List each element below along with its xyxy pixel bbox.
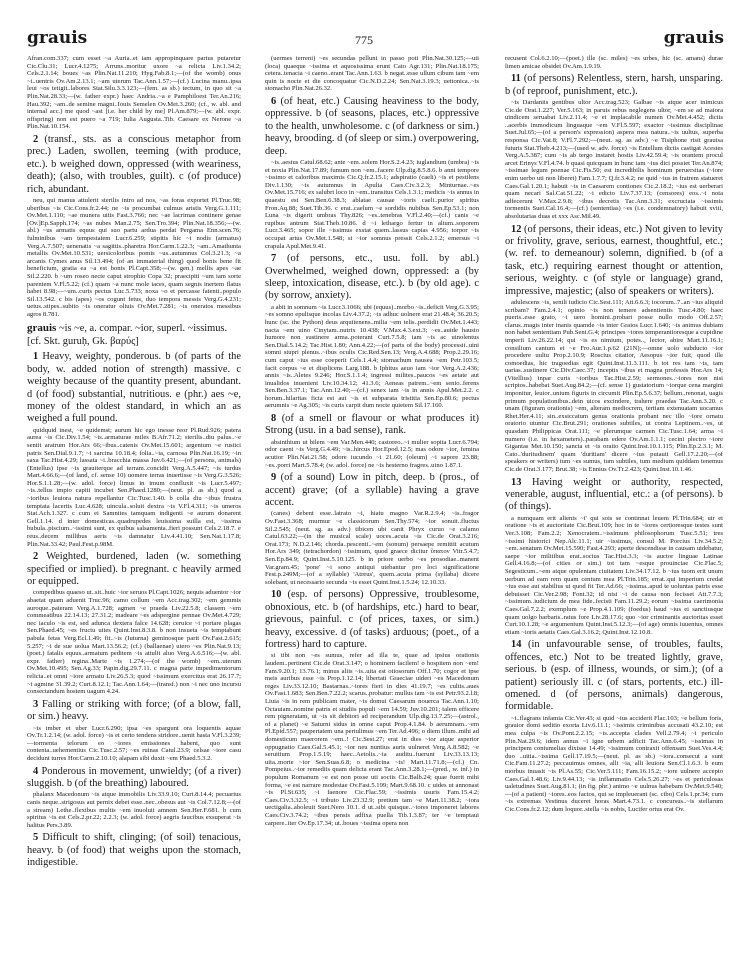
citations: a numquam erit alienis ~i' qui sois se continnat leuem Pl.Trin.684; uir et oratione ~is et auctoritate Cic.Brut.109; hoc in te ~iores certioresque testes sunt Ver.3.108; Fam.2.2; Xenocratem..~issimum philosophorum Tusc.5.51; tres ~issimi historici Nep.Alc.11.1; uir ~issimus, consul M. Porcius Liv.34.5.2; ~em..senatum Ov.Met.15.590; Fast.4.293; aperte descendisse in causam uidebatur, saepe ~ior militibus erat..socius Tac.Hist.3.3; ~is auctor linguae Latinae Gell.4.16.8;—(of cities or sim.) tot tam ~esque prouinciae Cic.Flac.5; Segesticum..~em atque opulentam ciuitatem Liv.34.17.12. b ~ius tuom erit unum uerbum ad eam rem quam centum mea Pl.Trin.185; errat..qui imperium credat ~ius esse aut stabilius ui quod fit Ter.Ad.66; ~issima..apud te uoluntas patris esse debuisset Cic.Ver.2.98; Font.32; id nisi ~i de causa non fecisset Att.7.7.3; ~issimum..iudicium de mea fide..fecisti Fam.11.29.2; eorum ~issima caerimonia Caes.Gal.7.2.2; exemplum ~e Prop.4.1.109; (foedus) haud ~ius ei sanctiusque quam uolgo barbaris..ratus fore Liv.28.17.6; quo ~ior criminantis auctoritas esset Curt.10.1.28; ~e argumentum Quint.Inst.5.12.3;—(of age) omnis iuuentus, omnes etiam ~ioris aetatis Caes.Gal.3.16.2; Quint.Inst.12.10.8. bbox=[505, 514, 723, 636]
sense-definition bbox=[505, 73, 723, 98]
sense-number: 2 bbox=[33, 551, 39, 563]
sense-number: 7 bbox=[271, 253, 277, 265]
citations: si tibi non ~es sumus, refer ad illa te, quae ad ipsius orationis laudem..pertinent Cic.de Orat.3.147; o hominem facilem! o hospitem non ~em! Fam.9.20.1; 13.76.1; minus aliis ~is..uita est otiosorum Off.1.70; cogor et ipse meis auribus esse ~is Prop.1.12.14; libertati Graeciae uideri ~es Macedonum reges Liv.33.12.10; Bastarnas..~iores fieri in dies 41.19.7; ~es cultis..aues Ov.Fast.1.683; Sen.Ben.7.22.2; scarus..probatur: mullus iam ~is est Petr.93.2.l.8; Liuia ~is in rem publicam mater, ~is domui Caesarum nouerca Tac.Ann.1.10; Octauiam..nomine patris et studiis populi ~em 14.59; Juv.10.201; talem efficere rem pigneratam, ut ~is sit debitori ad reciperandum Ulp.dig.13.7.25;—(astrol., of a planet) ~e Saturni sidus in omne caput Prop.4.1.84. b aerumnam..~em Pl.Epid.557; paupertatem una pertulimus ~em Ter.Ad.496; o diem illum..mihi ad domesticum maerorem ~em..! Cic.Sest.27; erat in dies ~ior atque asperior oppugnatio Caes.Gal.5.45.1; ~ior neu nuntius auris uulneret Verg.A.8.582; ~e seruitium Prop.1.5.19; haec..Aetolis..~ia auditu..fuerunt Liv.33.13.13; uita..morte ~ior Sen.Suas.6.8; o medicina ~is! Mart.11.71.8;—(cf.) Cn. Pompeius..~ior remediis quam delicta erant Tac.Ann.3.28.1;—(pred., w. inf.) in populum Romanum ~e est non posse uti sociis Cic.Balb.24; quae fuerit mihi forma, ~e est narrare modestae Ov.Fast.5.199; Mart.9.68.10. c uides ut annonast ~is Pl.St.635; ~i faenore Cic.Flac.59; ~issimis usuris Fam.15.4.2; Caes.Civ.3.32.5; ~i tributo Liv.23.32.9; pretium tam ~e Mart.11.38.2; ~iora uectigalia..aboleuit Suet.Nero 10.1. d ut..sibi quisque..~iores imponeret labores Caes.Civ.3.74.2; ~ibus pensis adfixa puella Tib.1.3.87; ter ~e temptaui carpere..iter Ov.Ep.17.34; ut..boues ~issima opera non bbox=[265, 652, 479, 827]
citations: ~is imber et uber Lucr.6.290; ipsa ~es spargunt ora loquentis aquae Ov.Tr.1.2.14; (w. adol. force) ~is et certo tendens stridore..uenit hasta V.Fl.3.239;—tormenta telorum eo ~iores emissiones habent, quo sunt contenta..uehementius Cic.Tusc.2.57; ~es ruinas Catul.23.9; celsae ~iore casu decidunt turres Hor.Carm.2.10.10; alapam sibi duxit ~em Phaed.5.3.2. bbox=[27, 724, 241, 762]
citations-continued: recusent Col.6.2.10;—(poet.) ille (sc. miles) ~es urbes, hic (sc. amans) durae limen amicae obsidet Ov.Am.1.9.19. bbox=[505, 55, 723, 70]
page-number: 775 bbox=[355, 33, 373, 47]
citations: phalanx Macedonum ~is atque immobilis Liv.33.9.10; Curt.8.14.4; pecuarius canis neque..strigosus aut pernix debet esse..nec..obesus aut ~is Col.7.12.8;—(of a stream) Lethe..flexibus multis ~em inuoluit amnem Sen.Her.F.681. b cum spiritus ~is est Cels.2.pr.22; 2.2.3; (w. adol. force) aegris faucibus exsuperat ~is halitus Pers.3.89. bbox=[27, 791, 241, 829]
sense-definition bbox=[265, 253, 479, 303]
citations: absinthium ut bilem ~em Var.Men.440; castoreo..~i mulier sopita Lucr.6.794; odor caeni ~is Verg.G.4.49; ~is..hircus Hor.Epod.12.5; mas odore ~ior, femina acutior Plin.Nat.21.58; odore iucundo ~i 21.60; (oleum) ~i sapore 23.88; ~es..porri Mart.5.78.4; (w. adol. force) ne ~is hesterno fragres..uino 1.87.1. bbox=[265, 438, 479, 469]
headword-forms: ~is ~e, a. compar. ~ior, superl. ~issimus. [cf. Skt. guruḥ, Gk. βαρύς] bbox=[27, 323, 228, 347]
sense-text: (of a sound) Low in pitch, deep. b (pros., of accent) grave; (of a syllable) having a grave accent. bbox=[265, 472, 479, 509]
sense-definition bbox=[27, 551, 241, 588]
sense-number: 12 bbox=[511, 223, 522, 235]
sense-text: Having weight or authority, respected, venerable, august, influential, etc.: a (of persons). b (of things). bbox=[505, 476, 723, 513]
sense-number: 4 bbox=[33, 765, 39, 777]
sense-definition bbox=[27, 699, 241, 724]
sense-text: (of persons, etc., usu. foll. by abl.) Overwhelmed, weighed down, oppressed: a (by sleep, intoxication, disease, etc.). b (by old age). c (by sorrow, anxiety). bbox=[265, 253, 479, 302]
sense-text: Difficult to shift, clinging; (of soil) tenacious, heavy. b (of food) that weighs upon the stomach, indigestible. bbox=[27, 832, 241, 869]
sense-number: 8 bbox=[271, 413, 277, 425]
citations: compedibus quaeso ut..sit..huic ~ior seruos Pl.Capt.1026; nequis aduentor ~ior abaetat quam aduenit Truc.96; camo collum ~em Acc.trag.302; ~em gemmis auroque..pateram Verg.A.1.728; agmen ~e praeda Liv.22.5.8; classem ~em commeatibus 22.14.13; 27.31.2; madeare ~es adspergine pennae Ov.Met.4.729; nec iaculo ~is est, sed adunca dextera falce 14.628; ceruice ~i portare plagas Sen.Phaed.45; ~es fructu uites Quint.Inst.8.3.8. b non insueta ~is temptabunt pabula fetas Verg.Ecl.1.49; fit..~is (Iuturna) geminosque parit Ov.Fast.2.615; 5.257; ~i de sue uolua Mart.13.56.2; (cf.) (ballaenae) utero ~es Plin.Nat.9.13; (poet.) fatalis equus..armatum peditem ~is attulit aluo Verg.A.6.516;—(w. abl. expr. father) regina..Marte ~is 1.274;—(of the womb) ~em..uterum Ov.Met.10.495; Sen.Ag.33; Papin.dig.29.7.11. c magna parte impedimentorum relicta..et omni ~iore armatu Liv.26.5.3; quod ~issimum exercitus erat 26.17.7; ~i agmine 31.39.2; Curt.8.12.1; Tac.Ann.1.64;—(transf.) non ~i nec uno incursu consectandum hostem uagum 4.24. bbox=[27, 589, 241, 696]
sense-text: Falling or striking with force; (of a blow, fall, or sim.) heavy. bbox=[27, 698, 241, 723]
sense-definition bbox=[265, 413, 479, 438]
citations: ~is Dardaniis gentibus ultor Acc.trag.523; Galbae ~is atque acer inimicus Cic.de Orat.1.227; Ver.5.163; in paruis rebus neglegens ultor, ~em se ad maiora uindicem seruabat Liv.2.11.4; ~e et implacabile numen Ov.Met.4.452; dictis ..acerbis immodicum linguaque ~em V.Fl.5.597; exactor ~issimus disciplinae Suet.Jul.65;—(of a person's expression) aspera mea natura..~is uultus, superba responsa Cic.Vat.8; V.Fl.7.292;—(neut. sg. as adv.) ~e Tisiphone risit grauisa futuris Stat.Theb.4.213;—(used w. adv. force) ~is Entellum dictis castigat Acestes Verg.A.5.387; cum ~is ab tergo instaret hostis Liv.42.59.4; ~is orantem procul arcet Erinys V.Fl.4.74. b quasi quicquam in hunc iam ~ius dici possiet Ter.An.874; ~issimae legum poenae Cic.Fis.50; est incredibilis hominum peruersitas (~iore enim uerbo uti non liberet) Fam.1.7.7; Q.fr.3.4.2; ne quid ~ius in fratrem statueret Caes.Gal.1.20.1; habuit ~is in Caesarem contiones Cic.2.18.2; ~ius est uerberari quam necari Sal.Cat.51.22; ~i edicto Liv.7.37.13; (censores) eos..~i nota adfecerunt V.Max.2.9.8; ~ibus decretis Tac.Ann.3.31; excruciata ~issimis tormentis Suet.Cal.16.4;—(cf.) (sententias) ~es (i.e. condemnatory) habuit xviii, absolutarias duas et xxx Asc.Mil.49. bbox=[505, 99, 723, 220]
citations: a abit in somnum ~is Lucr.3.1066; ubi (equus)..morbo ~is..deficit Verg.G.3.95; ~es somno epulisque incolas Liv.4.37.2; ~is adhuc uolnere erat 21.48.4; 36.20.5; hunc (sc. the Python) deus arquitenens..milia ~em telis..perdidit Ov.Met.1.443; nacta ~em uino Cinytam..nutrix 10.438; V.Max.4.3.ext.3; ~es..auide hausto humore non sustinere arma..poterant Curt.7.5.8; iam ~is ac uinolentus Sen.Dial.5.14.2; Tac.Hist.1.80; Ann.4.22;—(of parts of the body) processit..uini somni stupri plenus..~ibus oculis Cic.Red.Sen.13; Verg.A.4.688; Prop.2.29.16; cum caput ~ius esse coeperit Cels.1.4.4; stomachum nausea ~em Petr.103.5; facit corpus ~e et displicens Larg.188. b Iphitus aeuo iam ~ior Verg.A.2.436; annis ~is..Aletes 9.246; Hor.S.1.1.4; ingressi milites..paucos ~es aetate aut inualidos inuenient Liv.10.34.12; 41.3.6; Aeneas patrem..~em senio..ferens Sen.Ben.3.37.1; Tac.Ann.12.40;—(cf.) senex iam ~is in annis Apul.Met.2.2. c horum..hilaritas ficta est aut ~is et subparata tristitia Sen.Ep.80.6; pectus aerumnis ~e Ag.305; ~is curis carpit dum nocte quietem Sil.17.160. bbox=[265, 303, 479, 410]
sense-text: (of heat, etc.) Causing heaviness to the body, oppressive. b (of seasons, places, etc.) oppressive to the health, unwholesome. c (of darkness or sim.) heavy, brooding. d (of sleep or sim.) overpowering, deep. bbox=[265, 95, 479, 157]
sense-definition bbox=[265, 472, 479, 509]
headword: grauis bbox=[27, 322, 57, 335]
sense-number: 9 bbox=[271, 472, 277, 484]
citations: quidquid inest, ~e quidemst; aurum hic ego inesse reor Pl.Rud.926; patera aurea ~is Cic.Div.1.54; ~is..armaturae miles B.Afr.71.2; sterilis..diu palus..~e sentit aratrum Hor.Ars 66;~ibus..catenis Ov.Met.15.601; argentum ~e rustici patris Sen.Dial.9.1.7; ~i sarcina 10.18.4; folia..~ia, carnosa Plin.Nat.16.19; ~in saxa Tac.Hist.4.29; lassata ~i..bracchia massa Juv.6.421;—(of persons, animals) (Entellus) ipse ~is grauiterque ad terram..concidit Verg.A.5.447; ~is turdus Mart.4.66.6;—(of land, cf. sense 10) uomere terras inuertisse ~is Verg.G.3.526; Hor.S.1.1.28;—(w. adol. force) limus in imum confluxit ~is Lucr.5.497; ~is..tellus impio capiti incubet Sen.Phaed.1280;—(neut. pl. as sb.) quod a ~ioribus leuiora natura repellantur Cic.Tusc.1.40. b colla diu ~ibus frustra temptata lacertis Luc.4.628; uincula..soluit dextra ~is V.Fl.4.311; ~is umeros Stat.Ach.1.327. c cum ei Samnites tamquam indigenti ~e aurum donarent Gell.1.14. d inter domesticas..quadrupedes leuissima suilla est, ~issima bubula..piscium..~issimi sunt, ex quibus salsamenta..fieri possunt Cels.2.18.7. e reus..decem millibus aeris ~is damnatur Liv.4.41.10; Sen.Nat.1.17.8; Plin.Nat.33.42; Paul.Fest.p.98M. bbox=[27, 426, 241, 548]
sense-text: Ponderous in movement, unwieldy; (of a river) sluggish. b (of the breathing) laboured. bbox=[27, 765, 241, 789]
sense-definition bbox=[505, 639, 723, 713]
sense-number: 10 bbox=[271, 589, 282, 601]
sense-definition bbox=[27, 134, 241, 196]
column-right bbox=[505, 55, 723, 813]
sense-number: 1 bbox=[33, 351, 39, 363]
headword-entry bbox=[27, 322, 241, 348]
citations-continued: (uermes terreni) ~es secundas pellunt in passo poti Plin.Nat.30.125;—uti (loca) quaeque ~issima et aquosissima erunt Cato Agr.131; Plin.Nat.18.175; cetera..tenacia ~i caeno..erant Tac.Ann.1.63. b negat..esse ullum cibum tam ~em quin is nocte et die concoquatur Cic.N.D.2.24; Sen.Nat.3.19.3; uettonica..~is stomacho Plin.Nat.26.32. bbox=[265, 55, 479, 93]
citations: ~is..aestus Catul.68.62; ante ~em..solem Hor.S.2.4.23; iuglandium (umbra) ~is et noxia Plin.Nat.17.89; fumum non ~em..facere Ulp.dig.8.5.8.6. b anni tempore ~issimo et caloribus maximis Cic.Q.fr.2.15.1; adspiratio (caeli) ~is et pestilens Div.1.130; ~is autumnus in Apulia Caes.Civ.3.2.3; Minturnae..~es Ov.Met.15.716; ex salubri loco in ~em..transitus Cels.1.3.1; medicis ~is annus in quaestu est Sen.Ben.6.38.3; ablatae causae ~ioris caeli..purior spiritus Fron.Aq.88; Suet.Tib.36. c erat..caelum ~e sordidis nubibus Sen.Ep.53.1; non Luna ~is digerit umbras Thy.826; ~es..tenebras V.Fl.2.40;—(cf.) canis ~e rupibus antrum Stat.Theb.10.86. d ~i lethargo fertur in altum..soporem Lucr.3.465; sopor ille ~issimus exstat quem..lassus capias 4.956; torpor ~is occupat artus Ov.Met.1.548; si ~ior somnus pressit Cels.2.1.2; emersus ~i crapula Apul.Met.9.41. bbox=[265, 159, 479, 250]
sense-text: (esp. of persons) Oppressive, troublesome, obnoxious, etc. b (of hardships, etc.) hard to bear, grievous, painful. c (of prices, taxes, or sim.) heavy, excessive. d (of tasks) arduous; (poet., of a fortress) hard to capture. bbox=[265, 589, 479, 651]
sense-text: (in unfavourable sense, of troubles, faults, offences, etc.) Not to be treated lightly, grave, serious. b (esp. of illness, wounds, or sim.); (of a patient) seriously ill. c (of stars, portents, etc.) ill-omened. d (of persons, animals) dangerous, formidable. bbox=[505, 639, 723, 713]
sense-number: 5 bbox=[33, 832, 39, 844]
sense-text: Heavy, weighty, ponderous. b (of parts of the body, w. added notion of strength) massive. c weighty because of the quantity present, abundant. d (of food) substantial, nutritious. e (phr.) aes ~e, money of the oldest standard, in which an as weighed a full pound. bbox=[27, 351, 241, 425]
sense-number: 13 bbox=[511, 476, 522, 488]
sense-text: (transf., sts. as a conscious metaphor from prec.) Laden, swollen, teeming (with produce, etc.). b weighed down, oppressed (with weariness, death); (also, with troubles, guilt). c (of produce) rich, abundant. bbox=[27, 133, 242, 195]
sense-text: Weighted, burdened, laden (w. something specified or implied). b pregnant. c heavily armed or equipped. bbox=[27, 551, 241, 588]
sense-definition bbox=[505, 477, 723, 514]
sense-text: (of persons, their ideas, etc.) Not given to levity or frivolity, grave, serious, earnest, thoughtful, etc.; (w. ref. to demeanour) solemn, dignified. b (of a task, etc.) requiring earnest thought or attention, serious, weighty. c (of style or language) grand, impressive, majestic; (also of speakers or writers). bbox=[505, 223, 723, 297]
sense-definition bbox=[265, 96, 479, 158]
sense-definition bbox=[27, 351, 241, 425]
sense-number: 11 bbox=[511, 73, 521, 85]
citations: (canes) debent esse..latrato ~i, hiatu magno Var.R.2.9.4; ~is..fragor Ov.Fast.3.368; murmur ~e classicorum Sen.Thy.574; ~ior sonuit..fluctus Sil.2.545; (neut. sg. as adv.) tibicen ubi canit Phryx curuo ~e calamo Catul.63.22;—(in the musical scale) uoces..acuta ~is Cic.de Orat.3.216; Orat.173; N.D.2.146; chorda..pescenti..~em (sonum) persaepe remittit acutum Hor.Ars 349; (tetrachordon) ~issimum, quod graece dicitur ὕπατον Vitr.5.4.7; Sen.Ep.84.9; Quint.Inst.5.10.125. b in priore uerbo ~es prosodiae..manent Var.gram.45; 'pone' ~i sono antiqui utebantur pro loci significatione Fest.p.249M;—(of a syllable) 'Atreus', quem..acuta prima (syllaba) dicere solebant, ut necessario secunda ~is esset Quint.Inst.1.5.24; 12.10.33. bbox=[265, 510, 479, 586]
sense-number: 3 bbox=[33, 698, 39, 710]
column-middle bbox=[265, 55, 479, 827]
guideword-right: grauis bbox=[663, 28, 724, 48]
guideword-left: grauis bbox=[27, 28, 88, 48]
sense-text: (of persons) Relentless, stern, harsh, unsparing. b (of reproof, punishment, etc.). bbox=[505, 73, 723, 97]
sense-definition bbox=[505, 224, 723, 298]
citations: adulescens ~is, senili iudicio Cic.Sest.111; Att.6.6.3; iocorum..7..an ~ius aliquid scribam? Fam.2.4.1; opinio ~is non temere adsentientis Tusc.4.80; haec pueris..esse grato, ~i uero homini..probari posse nullo modo Off.2.57; clarus..magis inter inanis quamde ~is inter Graios Lucr.1.640; ~is animus dubiam non habet sententiam Pub.Sent.G.4; principes ~iores temperantioresque a cupidine imperii Liv.26.22.14; qui ~is es nimium, potes.., lector, abire Mart.11.16.1; consilium cantum et ~e Fro.Aur.1.p.62 (21N);—omne uolo subducto ~ior procedere uultu Prop.2.10.9; Roscius citatior, Aesopus ~ior fuit, quod ille comoedias, hic tragoedias egit Quint.Inst.11.3.111. b tot res tam ~is, tam uarias..sustinere Cic.Div.Caec.37; inceptis ~ibus et magna professis Hor.Ars 14; (Vitellius) inpar curis ~ioribus Tac.Hist.2.59; sermones..~iores non nisi scriptos..habebat Suet.Aug.84.2;—(cf. sense 1) gustatorium ~iorque cena margini imponitur, leuior..unium figuris in circumit Plin.Ep.5.6.37; bellum..renonat, uagis primum populationibus..dein uicos excindere, trahere praedas Tac.Ann.3.20. c unam (figuram orationis) ~em, alteram mediocrem, tertiam extenuatam uocamus Rhet.Her.4.11; sin..exsiccatum genus orationis probant nec illo ~iore ornatu oratorio utuntur Cic.Brut.291; orationes subtiles, ut contra Leptinem..~es, ut quasdam Philippicas Orat.111; ~e plerumque carmen Cic.Tusc.1.64; arma ~i numero (i.e. in hexameters)..parabam edere Ov.Am.1.1.1; cecini plectro ~iore Gigantas Met.10.150; sancta et ~is oratio Quint.Inst.10.1.115; Plin.Ep.2.3.1; M. Cato..'duritudinem' quam 'duritiam' dicere ~ius putauit Gell.17.2.20;—(of speakers or writers) tum ~es sumus, tum subtiles, tum medium quiddam tenemus Cic.de Orat.3.177; Brut.38; ~is Ennius Ov.Tr.2.423; Quint.Inst.10.1.46. bbox=[505, 298, 723, 473]
citations: neu, qui manus attulerit sterilis intro ad nos, ~as foras exportet Pl.Truc.98; uberibus ~is Cic.Cons.fr.2.44; ne ~is procumbat culmus aristis Verg.G.1.111; Ov.Met.1.110; ~ae munera uitis Fast.3.766; nec ~ae lacrimas continere genae [Ov.]Ep.Sapph.174; ~as nubes Man.2.75; Sen.Tro.394; Plin.Nat.18.356;—(w. abl.) ~us armatis equus qui suo partu ardua perdat Pergama Enn.scen.76; fulminibus ~am tempestatem Lucr.6.259; stipitis hic ~i nodis (armatus) Verg.A.7.507; uenenatis ~a sagittis..pharetra Hor.Carm.1.22.3; ~am..Amathunta metallis Ov.Met.10.531; uersicoloribus pomis ~us..autumnus Col.3.21.3; ~a arcanis Cymes anus Sil.13.494; (of an immaterial thing) quod bonis bene fit beneficium, gratia ea ~a est bonis Pl.Capt.358;—(w. gen.) mellis apes ~ae Sil.2.220. b ~um roseo necte caput strophio Copa 32; praecipiti ~um iam sorte parentem V.Fl.5.22; (cf.) quam ~a nunc mole iaces, quam segnis inertem flatus habet 8.98;—~um..curis pectus Luc.5.733; noxa ~o et percasse fatenti..populo Sil.13.542. c bis (apes) ~os cogunt fetus, duo tempora messis Verg.G.4.231; uetus..stipes..subito ~is oneratur oliuis Ov.Met.7.281; ~is oneratos messibus agros 8.781. bbox=[27, 196, 241, 318]
citations-continued: Afran.com.337; cum esset ~a Auria..et iam appropinquare partus putaretur Cic.Clu.31; Lucr.4.1275; Arruns..moritur uxore ~a relicta Liv.1.34.2; Cels.2.1.14; boues ~as Plin.Nat.11.210; Hyg.Fab.8.1;—(of the womb) onus ~i..uentris Ov.Am.2.13.1; ~am uterum Tac.Ann.1.57;—(cf.) Lucina manu..ipsa leui ~os tetigit..labores Stat.Silu.3.3.123;—(fem. as sb.) tectum, in quo sit ~a Plin.Nat.28.33;—(w. father expr.) haec Andria..~a e Pamphiloest Ter.An.216; Hau.392; ~am..de semine magni..Iouis Semelen Ov.Met.3.260; (cf., w. abl. and internal acc.) me quod ~ast [i.e. her child by me] Pl.Am.879;—(w. abl. expr. offspring) non est puero ~a 719; Iulia Augusta..Tib. Caesare ex Nerone ~a Plin.Nat.10.154. bbox=[27, 55, 241, 131]
sense-definition bbox=[27, 832, 241, 869]
citations: ~i..flagrans infamia Cic.Ver.43; si quid ~ius acciderit Flac.103; ~e bellum foris, grauior domi seditio exorta Liv.6.11.1; ~issimis criminibus accusati 43.2.10; est mea culpa ~is Ov.Pont.2.2.15; ~is..accepta clades Vell.2.79.4; ~i periculo Plin.Nat.29.6; idem annus ~i igne urbem adficit Tac.Ann.6.45; ~issimas in principem contumelias dixisse 14.49; ~issimum contraxit offensam Suet.Ves.4.4; duo ..uitia..~issima Gell.17.19.5;—(neut. pl. as sb.) ~iora..consecut a sunt Cic.Fam.11.27.2; peccauimus omnes, alli ~ia, alli leuiora Sen.Cl.1.6.3. b eum morbus inuasit ~is Pl.As.55; Cic.Ver.5.111; Fam.16.15.2; ~iore uulnere accepto Caes.Gal.1.48.6; Liv.9.44.13; ~is inflammatio Cels.5.26.27; ~es et periculosas ualetudines Suet.Aug.81.1; (in fig. phr.) animo ~e uulnus habebam Ov.Met.9.540;—(of a patient) ~iores..eos factos, qui se impleuerant (sc. cibo) Cels.1.pr.34; cum ~is extremas Vestinus duceret horas Mart.4.73.1. c concursus..~is stellarum Cic.Cons.fr.2.12; dum loquor..stella ~is nobis, Lucifer ortus erat Ov. bbox=[505, 714, 723, 813]
column-left bbox=[27, 55, 241, 871]
sense-definition bbox=[265, 589, 479, 651]
sense-definition bbox=[27, 766, 241, 791]
sense-number: 6 bbox=[271, 95, 277, 107]
sense-text: (of a smell or flavour or what produces it) Strong (usu. in a bad sense), rank. bbox=[265, 413, 479, 437]
sense-number: 2 bbox=[33, 133, 39, 145]
sense-number: 14 bbox=[511, 639, 522, 651]
